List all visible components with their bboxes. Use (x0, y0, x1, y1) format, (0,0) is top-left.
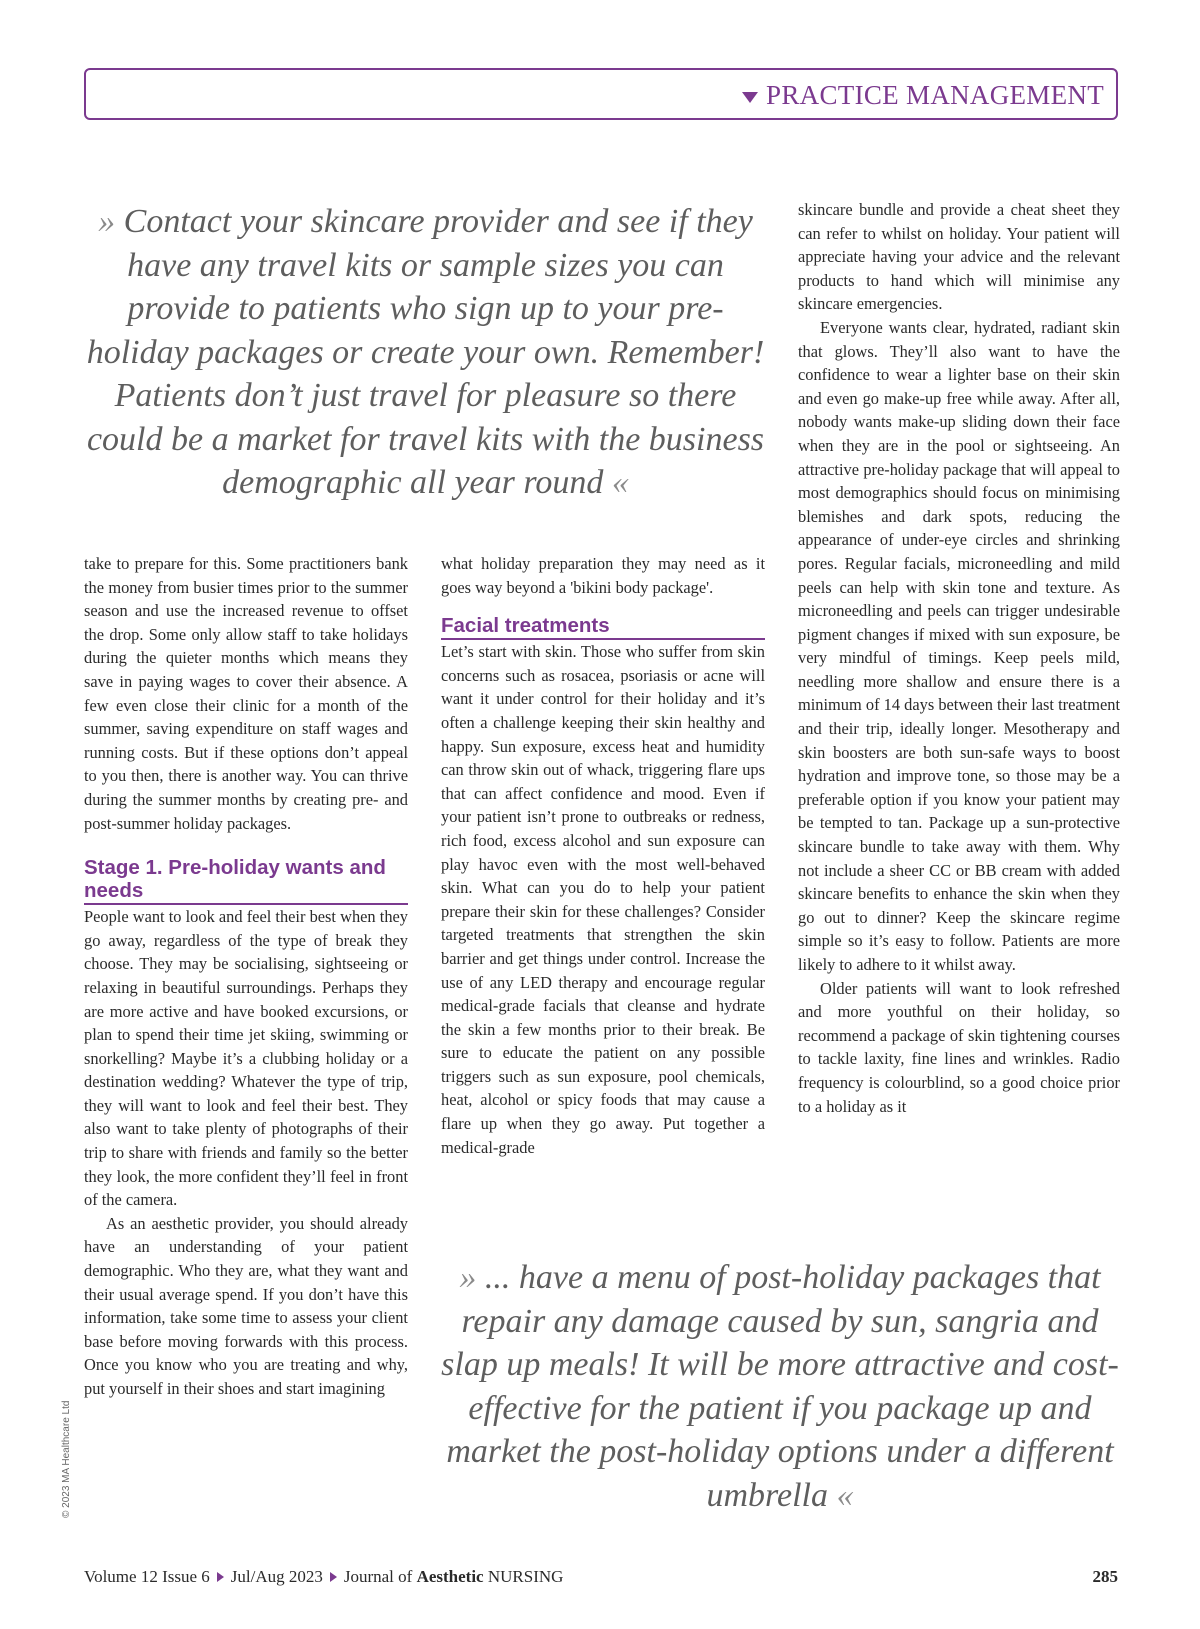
copyright-notice: © 2023 MA Healthcare Ltd (61, 1400, 72, 1518)
subheading-facial-treatments: Facial treatments (441, 614, 765, 640)
footer-citation (84, 1567, 563, 1587)
quote-close-mark: « (611, 464, 629, 501)
section-label (742, 80, 1104, 111)
footer-volume: Volume 12 Issue 6 (84, 1567, 210, 1586)
section-label-text: PRACTICE MANAGEMENT (766, 80, 1104, 110)
article-column-3 (798, 198, 1120, 1118)
footer-journal-bold: Aesthetic (416, 1567, 484, 1586)
quote-close-mark: « (836, 1476, 854, 1514)
section-header-box (84, 68, 1118, 120)
article-column-1 (84, 552, 408, 1401)
footer-journal-suffix: NURSING (487, 1567, 564, 1586)
pull-quote-top (84, 200, 767, 505)
page-number: 285 (1092, 1567, 1118, 1586)
pull-quote-bottom-text: ... have a menu of post-holiday packages that repair any damage caused by sun, sangria and slap up meals! It will be more attractive and cost-effective for the patient if you package up and market the post-holiday options under a different umbrella (441, 1259, 1119, 1514)
footer-date: Jul/Aug 2023 (230, 1567, 323, 1586)
paragraph: As an aesthetic provider, you should already have an understanding of your patient demographic. Who they are, what they want and their usual average spend. If you don’t have this information, take some time to assess your client base before moving forwards with this process. Once you know who you are treating and why, put yourself in their shoes and start imagining (84, 1213, 408, 1398)
paragraph: Let’s start with skin. Those who suffer from skin concerns such as rosacea, psoriasis or acne will want it under control for their holiday and it’s often a challenge keeping their skin healthy and happy. Sun exposure, excess heat and humidity can throw skin out of whack, triggering flare ups that can affect confidence and mood. Even if your patient isn’t prone to outbreaks or redness, rich food, excess alcohol and sun exposure can play havoc even with the most well-behaved skin. What can you do to help your patient prepare their skin for these challenges? Consider targeted treatments that strengthen the skin barrier and get things under control. Increase the use of any LED therapy and encourage regular medical-grade facials that cleanse and hydrate the skin a few months prior to their break. Be sure to educate the patient on any possible triggers such as sun exposure, pool chemicals, heat, alcohol or spicy foods that may cause a flare up when they go away. Put together a medical-grade (441, 642, 765, 1157)
arrow-right-icon (217, 1572, 224, 1582)
arrow-right-icon (330, 1572, 337, 1582)
paragraph: People want to look and feel their best when they go away, regardless of the type of break they choose. They may be socialising, sightseeing or relaxing in beautiful surroundings. Perhaps they are more active and have booked excursions, or plan to spend their time jet skiing, swimming or snorkelling? Maybe it’s a clubbing holiday or a destination wedding? Whatever the type of trip, they will want to look and feel their best. They also want to take plenty of photographs of their trip to share with friends and family so the better they look, the more confident they’ll feel in front of the camera. (84, 907, 408, 1210)
pull-quote-top-text: Contact your skincare provider and see if they have any travel kits or sample sizes you can provide to patients who sign up to your pre-holiday packages or create your own. Remember! Patients don’t just travel for pleasure so there could be a market for travel kits with the business demographic all year round (86, 203, 765, 501)
paragraph: Everyone wants clear, hydrated, radiant skin that glows. They’ll also want to have the confidence to wear a lighter base on their skin and even go make-up free while away. After all, nobody wants make-up sliding down their face when they are in the pool or sightseeing. An attractive pre-holiday package that will appeal to most demographics should focus on minimising blemishes and dark spots, reducing the appearance of under-eye circles and shrinking pores. Regular facials, microneedling and mild peels can help with skin tone and texture. As microneedling and peels can trigger undesirable pigment changes if mixed with sun exposure, be very mindful of timings. Keep peels mild, needling more shallow and ensure there is a minimum of 14 days between their last treatment and their trip, ideally longer. Mesotherapy and skin boosters are both sun-safe ways to boost hydration and improve tone, so those may be a preferable option if you know your patient may be tempted to tan. Package up a sun-protective skincare bundle to take away with them. Why not include a sheer CC or BB cream with added skincare benefits to enhance the skin when they go out to dinner? Keep the skincare regime simple so it’s easy to follow. Patients are more likely to adhere to it whilst away. (798, 317, 1120, 974)
quote-open-mark: » (459, 1259, 477, 1296)
quote-open-mark: » (98, 203, 116, 240)
paragraph: take to prepare for this. Some practitioners bank the money from busier times prior to the summer season and use the increased revenue to offset the drop. Some only allow staff to take holidays during the quieter months which means they save in paying wages to cover their absence. A few even close their clinic for a month of the summer, saving expenditure on staff wages and running costs. But if these options don’t appeal to you then, there is another way. You can thrive during the summer months by creating pre- and post-summer holiday packages. (84, 554, 408, 833)
paragraph: skincare bundle and provide a cheat sheet they can refer to whilst on holiday. Your patient will appreciate having your advice and the relevant products to hand which will minimise any skincare emergencies. (798, 200, 1120, 314)
triangle-down-icon (742, 92, 758, 103)
pull-quote-bottom (440, 1256, 1120, 1517)
paragraph: what holiday preparation they may need as it goes way beyond a 'bikini body package'. (441, 554, 765, 597)
subheading-pre-holiday: Stage 1. Pre-holiday wants and needs (84, 856, 408, 905)
footer-journal-prefix: Journal of (343, 1567, 413, 1586)
article-column-2 (441, 552, 765, 1159)
paragraph: Older patients will want to look refreshed and more youthful on their holiday, so recommend a package of skin tightening courses to tackle laxity, fine lines and wrinkles. Radio frequency is colourblind, so a good choice prior to a holiday as it (798, 978, 1120, 1116)
